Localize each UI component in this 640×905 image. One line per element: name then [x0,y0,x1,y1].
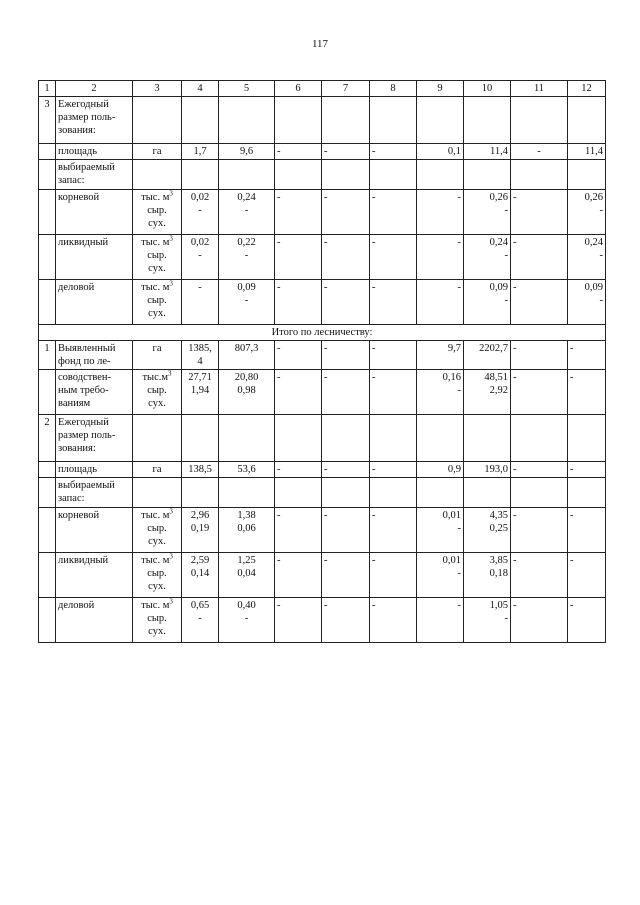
empty-cell [568,478,606,508]
value-cell: - [275,508,322,553]
row-title: Выявленный фонд по ле- [56,341,133,370]
value-cell: - [417,280,464,325]
row-title: деловой [56,598,133,643]
value-cell: 0,24 - [464,235,511,280]
value-cell: 1,25 0,04 [219,553,275,598]
value-cell: 0,24 - [568,235,606,280]
column-header: 5 [219,81,275,97]
value-cell: 48,51 2,92 [464,370,511,415]
value-cell: 0,02 - [182,235,219,280]
table-row [39,415,606,462]
unit-cell [133,190,182,235]
value-cell: - [182,280,219,325]
empty-cell [322,97,370,144]
empty-cell [182,160,219,190]
value-cell: 20,80 0,98 [219,370,275,415]
empty-cell [133,478,182,508]
value-cell: 193,0 [464,462,511,478]
unit-cell [133,508,182,553]
summary-label: Итого по лесничеству: [39,325,606,341]
empty-cell [133,160,182,190]
empty-cell [511,415,568,462]
header-row [39,81,606,97]
unit-cell: га [133,462,182,478]
row-title: корневой [56,508,133,553]
empty-cell [182,415,219,462]
table-row [39,370,606,415]
value-cell: - [417,235,464,280]
value-cell: - [322,508,370,553]
value-cell: - [275,190,322,235]
empty-cell [133,97,182,144]
row-number [39,235,56,280]
value-cell: - [417,190,464,235]
value-cell: - [370,190,417,235]
value-cell: 0,26 - [568,190,606,235]
value-cell: - [370,598,417,643]
empty-cell [275,160,322,190]
empty-cell [322,160,370,190]
unit-cell [133,235,182,280]
value-cell: - [370,553,417,598]
column-header: 12 [568,81,606,97]
unit-cell: га [133,341,182,370]
row-number [39,553,56,598]
empty-cell [275,478,322,508]
row-title: площадь [56,144,133,160]
value-cell: 0,65 - [182,598,219,643]
column-header: 4 [182,81,219,97]
empty-cell [417,97,464,144]
unit-label: тыс. м [141,237,170,248]
unit-condition: сыр. сух. [147,205,167,229]
empty-cell [275,415,322,462]
row-title: ликвидный [56,235,133,280]
unit-label: тыс. м [141,282,170,293]
value-cell: 9,7 [417,341,464,370]
value-cell: 1,05 - [464,598,511,643]
unit-condition: сыр. сух. [147,250,167,274]
empty-cell [219,415,275,462]
unit-condition: сыр. сух. [147,523,167,547]
value-cell: 0,16 - [417,370,464,415]
unit-label: тыс. м [141,555,170,566]
row-title: выбираемый запас: [56,478,133,508]
value-cell: - [511,553,568,598]
value-cell: - [370,235,417,280]
empty-cell [568,97,606,144]
column-header: 1 [39,81,56,97]
value-cell: - [511,462,568,478]
summary-row [39,325,606,341]
empty-cell [568,415,606,462]
value-cell: - [511,190,568,235]
value-cell: 0,09 - [568,280,606,325]
value-cell: 9,6 [219,144,275,160]
value-cell: - [511,235,568,280]
empty-cell [219,160,275,190]
empty-cell [511,97,568,144]
empty-cell [417,415,464,462]
value-cell: - [322,598,370,643]
value-cell: - [511,508,568,553]
value-cell: - [322,370,370,415]
unit-exponent: 3 [169,189,173,198]
column-header: 9 [417,81,464,97]
value-cell: - [275,280,322,325]
value-cell: - [511,370,568,415]
value-cell: - [370,341,417,370]
row-title: площадь [56,462,133,478]
table-row [39,598,606,643]
value-cell: - [568,598,606,643]
empty-cell [568,160,606,190]
value-cell: - [568,341,606,370]
value-cell: - [370,280,417,325]
row-number [39,160,56,190]
value-cell: 11,4 [464,144,511,160]
unit-cell [133,553,182,598]
value-cell: - [417,598,464,643]
value-cell: - [568,370,606,415]
value-cell: 807,3 [219,341,275,370]
value-cell: 1,7 [182,144,219,160]
empty-cell [182,97,219,144]
empty-cell [133,415,182,462]
column-header: 8 [370,81,417,97]
value-cell: 11,4 [568,144,606,160]
value-cell: 0,24 - [219,190,275,235]
row-number [39,144,56,160]
empty-cell [370,415,417,462]
page-number: 117 [311,38,329,50]
value-cell: - [275,462,322,478]
empty-cell [464,415,511,462]
empty-cell [182,478,219,508]
row-number [39,462,56,478]
column-header: 3 [133,81,182,97]
value-cell: 0,1 [417,144,464,160]
value-cell: 3,85 0,18 [464,553,511,598]
unit-cell: га [133,144,182,160]
forest-use-table [38,80,606,643]
empty-cell [417,160,464,190]
value-cell: 53,6 [219,462,275,478]
column-header: 7 [322,81,370,97]
column-header: 10 [464,81,511,97]
value-cell: 0,01 - [417,553,464,598]
value-cell: 0,02 - [182,190,219,235]
unit-cell [133,598,182,643]
value-cell: - [275,341,322,370]
row-number: 1 [39,341,56,370]
empty-cell [219,97,275,144]
value-cell: 0,40 - [219,598,275,643]
value-cell: - [511,280,568,325]
unit-cell [133,280,182,325]
row-number [39,190,56,235]
unit-label: тыс. м [141,510,170,521]
value-cell: 0,09 - [219,280,275,325]
table-row [39,97,606,144]
empty-cell [322,415,370,462]
row-number [39,280,56,325]
unit-label: тыс. м [141,192,170,203]
unit-label: тыс. м [141,600,170,611]
value-cell: - [511,598,568,643]
table-row [39,190,606,235]
value-cell: - [322,235,370,280]
value-cell: 0,09 - [464,280,511,325]
empty-cell [464,97,511,144]
value-cell: 2,59 0,14 [182,553,219,598]
value-cell: 27,71 1,94 [182,370,219,415]
value-cell: 1,38 0,06 [219,508,275,553]
value-cell: 138,5 [182,462,219,478]
unit-exponent: 3 [169,507,173,516]
empty-cell [322,478,370,508]
empty-cell [511,160,568,190]
value-cell: - [322,280,370,325]
row-number [39,508,56,553]
column-header: 11 [511,81,568,97]
value-cell: - [275,235,322,280]
row-title: выбираемый запас: [56,160,133,190]
row-title: ликвидный [56,553,133,598]
empty-cell [275,97,322,144]
value-cell: 0,22 - [219,235,275,280]
table-row [39,478,606,508]
value-cell: 0,9 [417,462,464,478]
empty-cell [417,478,464,508]
empty-cell [464,160,511,190]
table-row [39,235,606,280]
value-cell: - [322,553,370,598]
value-cell: - [275,144,322,160]
value-cell: - [370,144,417,160]
value-cell: 2202,7 [464,341,511,370]
row-number [39,370,56,415]
value-cell: - [322,144,370,160]
value-cell: - [275,370,322,415]
value-cell: - [511,341,568,370]
unit-condition: сыр. сух. [147,568,167,592]
row-title: соводствен- ным требо- ваниям [56,370,133,415]
table-row [39,553,606,598]
value-cell: - [511,144,568,160]
value-cell: 0,26 - [464,190,511,235]
value-cell: - [322,190,370,235]
row-title: деловой [56,280,133,325]
value-cell: 4,35 0,25 [464,508,511,553]
value-cell: - [568,553,606,598]
value-cell: - [568,508,606,553]
empty-cell [464,478,511,508]
unit-exponent: 3 [169,234,173,243]
table-row [39,508,606,553]
unit-exponent: 3 [169,279,173,288]
value-cell: 1385, 4 [182,341,219,370]
empty-cell [219,478,275,508]
value-cell: - [322,341,370,370]
value-cell: - [275,553,322,598]
row-number: 2 [39,415,56,462]
row-title: корневой [56,190,133,235]
unit-condition: сыр. сух. [147,385,167,409]
unit-cell [133,370,182,415]
value-cell: 2,96 0,19 [182,508,219,553]
value-cell: - [275,598,322,643]
unit-condition: сыр. сух. [147,613,167,637]
unit-condition: сыр. сух. [147,295,167,319]
row-number: 3 [39,97,56,144]
row-title: Ежегодный размер поль- зования: [56,97,133,144]
value-cell: - [370,462,417,478]
value-cell: 0,01 - [417,508,464,553]
value-cell: - [370,370,417,415]
row-number [39,478,56,508]
table-row [39,144,606,160]
value-cell: - [568,462,606,478]
table-row [39,160,606,190]
unit-exponent: 3 [168,369,172,378]
empty-cell [511,478,568,508]
row-title: Ежегодный размер поль- зования: [56,415,133,462]
unit-exponent: 3 [169,597,173,606]
table-row [39,462,606,478]
unit-exponent: 3 [169,552,173,561]
unit-label: тыс.м [142,372,169,383]
table-row [39,280,606,325]
empty-cell [370,97,417,144]
value-cell: - [370,508,417,553]
value-cell: - [322,462,370,478]
empty-cell [370,478,417,508]
column-header: 6 [275,81,322,97]
empty-cell [370,160,417,190]
table-row [39,341,606,370]
column-header: 2 [56,81,133,97]
row-number [39,598,56,643]
